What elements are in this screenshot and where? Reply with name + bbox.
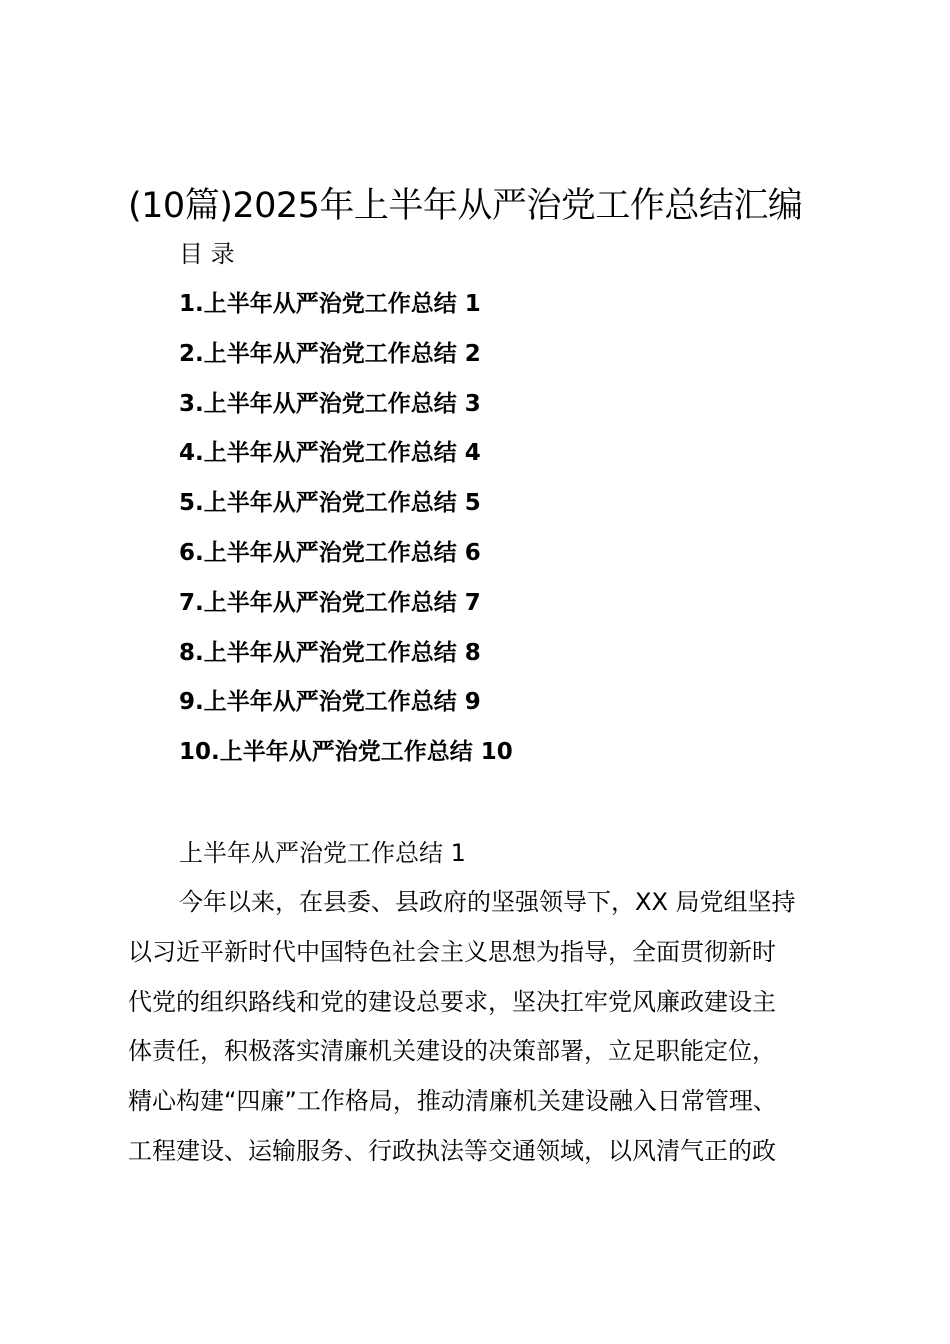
body-line: 体责任，积极落实清廉机关建设的决策部署，立足职能定位， — [128, 1037, 776, 1066]
document-title: (10篇)2025年上半年从严治党工作总结汇编 — [128, 186, 803, 226]
toc-item[interactable]: 3.上半年从严治党工作总结 3 — [179, 390, 481, 417]
toc-item[interactable]: 1.上半年从严治党工作总结 1 — [179, 291, 481, 317]
toc-item[interactable]: 5.上半年从严治党工作总结 5 — [179, 490, 481, 517]
toc-item[interactable]: 4.上半年从严治党工作总结 4 — [179, 440, 481, 467]
body-line: 今年以来，在县委、县政府的坚强领导下，XX 局党组坚持 — [179, 888, 796, 916]
toc-item[interactable]: 8.上半年从严治党工作总结 8 — [179, 639, 481, 666]
body-line: 精心构建“四廉”工作格局，推动清廉机关建设融入日常管理、 — [128, 1087, 777, 1116]
body-line: 工程建设、运输服务、行政执法等交通领域，以风清气正的政 — [128, 1136, 776, 1165]
table-of-contents — [179, 286, 513, 784]
toc-item[interactable]: 10.上半年从严治党工作总结 10 — [179, 739, 513, 766]
body-paragraph — [128, 883, 840, 1182]
toc-item[interactable]: 6.上半年从严治党工作总结 6 — [179, 539, 481, 566]
toc-item[interactable]: 7.上半年从严治党工作总结 7 — [179, 589, 481, 616]
body-line: 以习近平新时代中国特色社会主义思想为指导，全面贯彻新时 — [128, 937, 776, 966]
toc-item[interactable]: 2.上半年从严治党工作总结 2 — [179, 340, 481, 367]
section-heading: 上半年从严治党工作总结 1 — [179, 839, 466, 867]
body-line: 代党的组织路线和党的建设总要求，坚决扛牢党风廉政建设主 — [128, 987, 776, 1016]
toc-heading: 目 录 — [179, 240, 235, 268]
toc-item[interactable]: 9.上半年从严治党工作总结 9 — [179, 689, 481, 716]
